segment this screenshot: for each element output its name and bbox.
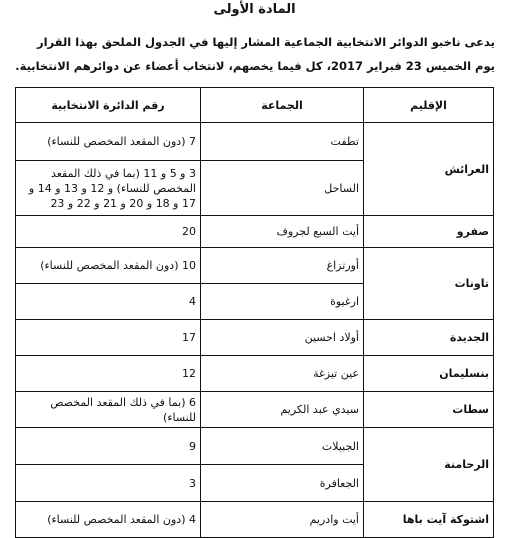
circ-cell: 9 [16,428,201,465]
table-row [16,392,494,428]
table-row [16,248,494,284]
table-row [16,356,494,392]
circ-cell: 3 [16,465,201,502]
region-cell: سطات [364,392,494,428]
commune-cell: تطفت [201,123,364,161]
commune-cell: عين تيزغة [201,356,364,392]
table-row [16,428,494,465]
intro-paragraph: يدعى ناخبو الدوائر الانتخابية الجماعية المشار إليها في الجدول الملحق بهذا القرار يوم الخميس 23 فبراير 2017، كل فيما يخصهم، لانتخاب أعضاء عن دوائرهم الانتخابية. [15,35,495,73]
commune-cell: الجعافرة [201,465,364,502]
region-cell: الجديدة [364,320,494,356]
header-region: الإقليم [364,88,494,123]
table-row [16,123,494,161]
circ-cell: 20 [16,216,201,248]
circ-cell: 4 [16,284,201,320]
header-commune: الجماعة [201,88,364,123]
electoral-table [15,87,494,538]
region-cell: العرائش [364,123,494,216]
circ-cell: 7 (دون المقعد المخصص للنساء) [16,123,201,161]
circ-cell: 6 (بما في ذلك المقعد المخصص للنساء) [16,392,201,428]
commune-cell: سيدي عبد الكريم [201,392,364,428]
circ-cell: 10 (دون المقعد المخصص للنساء) [16,248,201,284]
commune-cell: أيت وادريم [201,502,364,538]
table-header-row [16,88,494,123]
circ-cell: 4 (دون المقعد المخصص للنساء) [16,502,201,538]
region-cell: بنسليمان [364,356,494,392]
region-cell: الرحامنة [364,428,494,502]
commune-cell: الساحل [201,161,364,216]
header-circ: رقم الدائرة الانتخابية [16,88,201,123]
commune-cell: أيت السبع لجروف [201,216,364,248]
commune-cell: ارغيوة [201,284,364,320]
region-cell: تاونات [364,248,494,320]
table-row [16,320,494,356]
circ-cell: 17 [16,320,201,356]
commune-cell: الجبيلات [201,428,364,465]
region-cell: اشتوكة آيت باها [364,502,494,538]
commune-cell: أولاد احسين [201,320,364,356]
commune-cell: أورتزاغ [201,248,364,284]
circ-cell: 3 و 5 و 11 (بما في ذلك المقعد المخصص للنساء) و 12 و 13 و 14 و 17 و 18 و 20 و 21 و 22 و 23 [16,161,201,216]
circ-cell: 12 [16,356,201,392]
table-row [16,216,494,248]
article-title: المادة الأولى [213,2,296,17]
region-cell: صفرو [364,216,494,248]
table-row [16,502,494,538]
